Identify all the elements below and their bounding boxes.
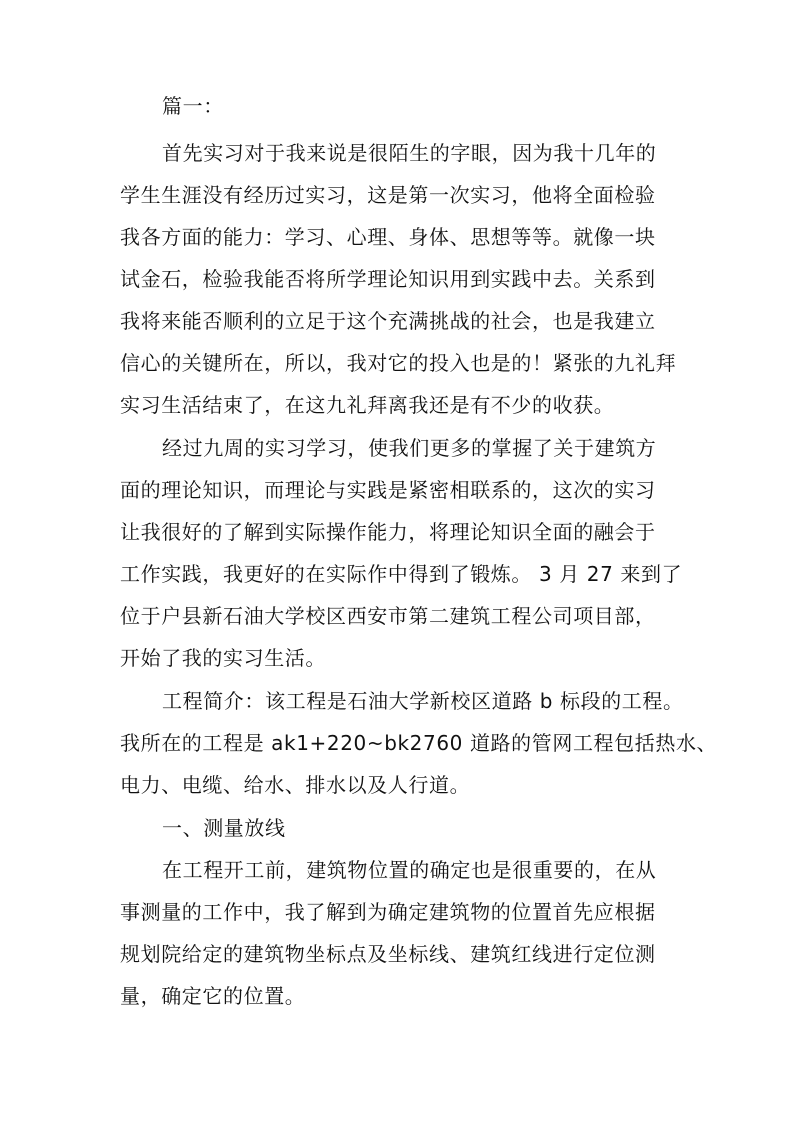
paragraph-2-line-4: 工作实践，我更好的在实际作中得到了锻炼。 3 月 27 来到了 [120, 562, 683, 586]
paragraph-2-line-2: 面的理论知识，而理论与实践是紧密相联系的，这次的实习 [120, 478, 656, 502]
paragraph-2-line-6: 开始了我的实习生活。 [120, 646, 326, 670]
paragraph-1-line-3: 我各方面的能力：学习、心理、身体、思想等等。就像一块 [120, 225, 656, 249]
paragraph-1-line-1: 首先实习对于我来说是很陌生的字眼，因为我十几年的 [162, 141, 657, 165]
final-paragraph-line-1: 在工程开工前，建筑物位置的确定也是很重要的，在从 [162, 858, 657, 882]
paragraph-2-line-5: 位于户县新石油大学校区西安市第二建筑工程公司项目部， [120, 604, 656, 628]
paragraph-3-line-1: 工程简介：该工程是石油大学新校区道路 b 标段的工程。 [162, 689, 684, 713]
paragraph-3-line-2: 我所在的工程是 ak1+220~bk2760 道路的管网工程包括热水、 [120, 731, 718, 755]
paragraph-1-line-2: 学生生涯没有经历过实习，这是第一次实习，他将全面检验 [120, 183, 656, 207]
paragraph-2-line-3: 让我很好的了解到实际操作能力，将理论知识全面的融会于 [120, 520, 656, 544]
final-paragraph-line-3: 规划院给定的建筑物坐标点及坐标线、建筑红线进行定位测 [120, 942, 656, 966]
paragraph-1-line-5: 我将来能否顺利的立足于这个充满挑战的社会，也是我建立 [120, 309, 656, 333]
final-paragraph-line-2: 事测量的工作中，我了解到为确定建筑物的位置首先应根据 [120, 900, 656, 924]
paragraph-3-line-3: 电力、电缆、给水、排水以及人行道。 [120, 773, 471, 797]
paragraph-1-line-7: 实习生活结束了，在这九礼拜离我还是有不少的收获。 [120, 393, 615, 417]
paragraph-2-line-1: 经过九周的实习学习，使我们更多的掌握了关于建筑方 [162, 436, 657, 460]
document-heading: 篇一： [162, 94, 224, 118]
paragraph-1-line-6: 信心的关键所在，所以，我对它的投入也是的！紧张的九礼拜 [120, 351, 677, 375]
section-heading: 一、测量放线 [162, 816, 286, 840]
final-paragraph-line-4: 量，确定它的位置。 [120, 984, 306, 1008]
paragraph-1-line-4: 试金石，检验我能否将所学理论知识用到实践中去。关系到 [120, 267, 656, 291]
